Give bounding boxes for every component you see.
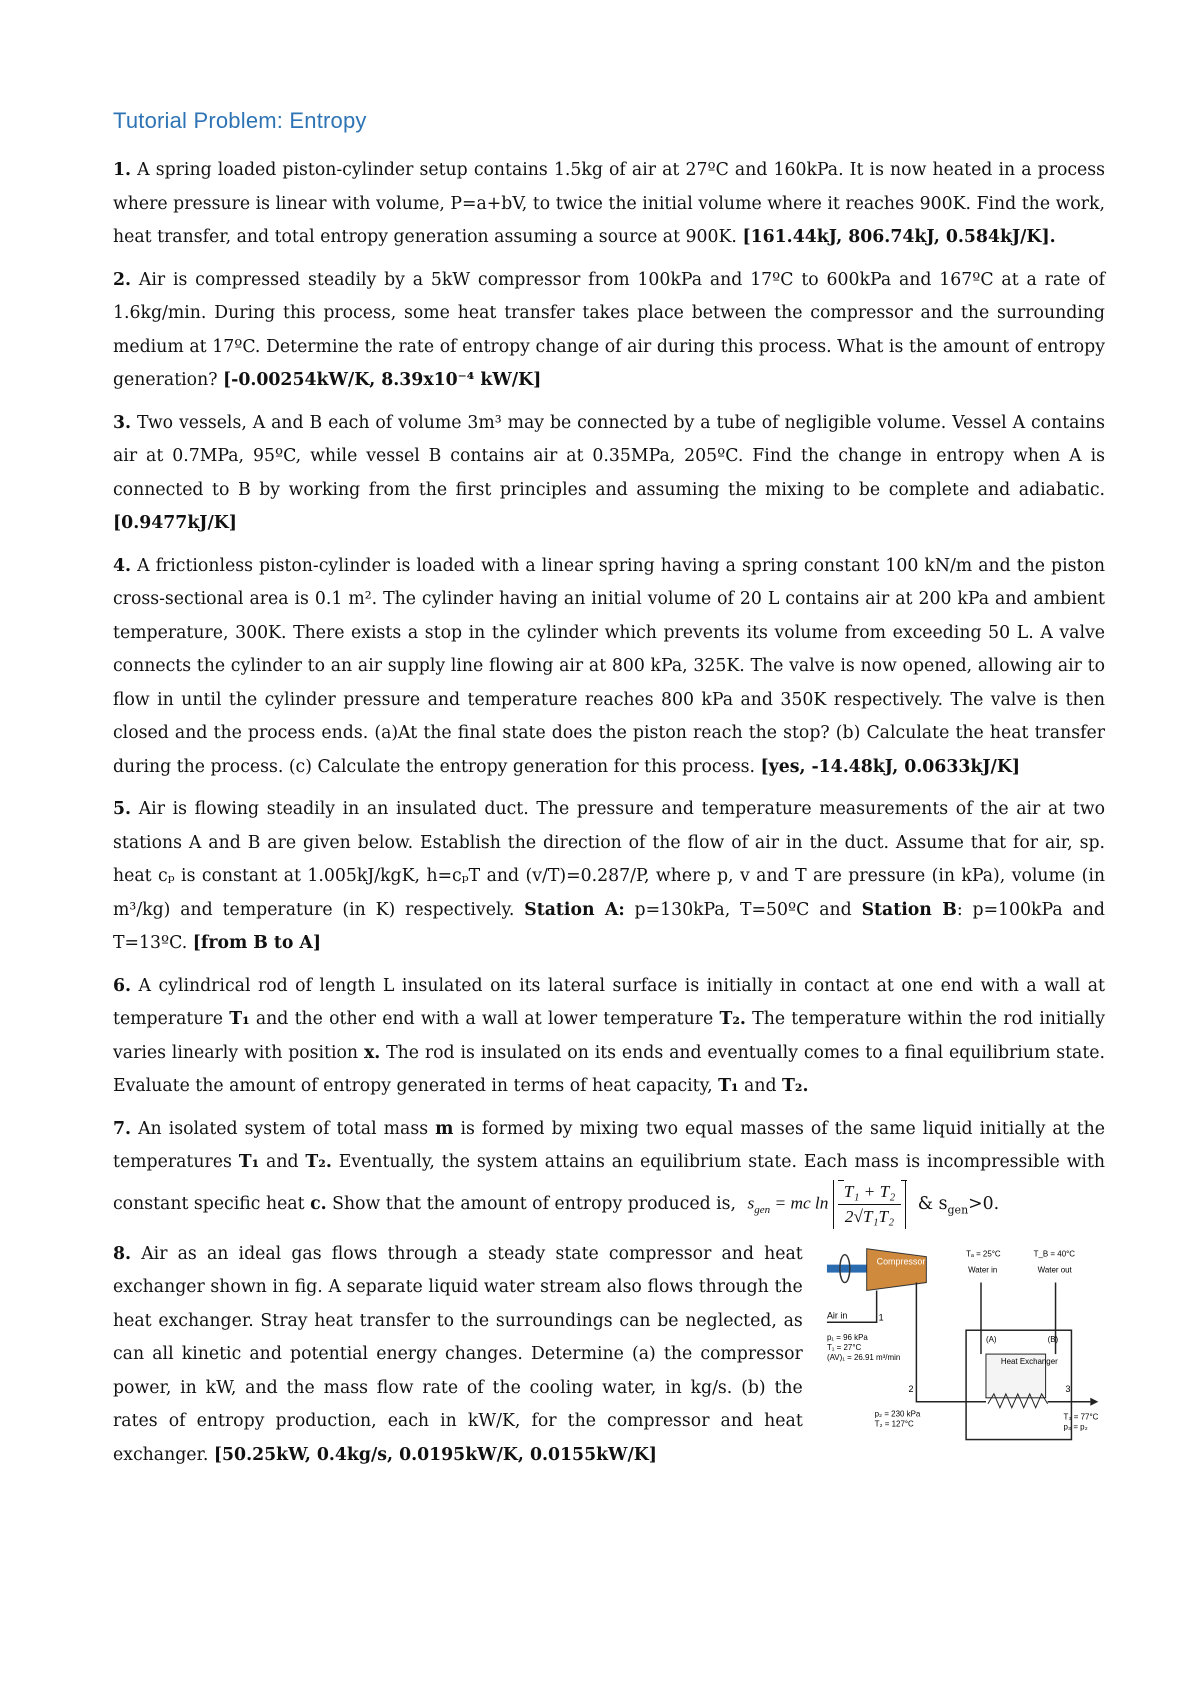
problem-answer: [161.44kJ, 806.74kJ, 0.584kJ/K].	[742, 227, 1056, 247]
problem-text: and the other end with a wall at lower temperature	[255, 1009, 714, 1029]
entropy-equation	[748, 1180, 907, 1229]
problem-number: 8.	[113, 1243, 132, 1264]
state-3-label: 3	[1065, 1383, 1071, 1394]
eq-bracket	[833, 1180, 907, 1229]
symbol-m: m	[435, 1118, 454, 1139]
eq-sub: gen	[754, 1203, 771, 1216]
problem-number: 5.	[113, 799, 132, 819]
p2-label: p₂ = 230 kPa	[874, 1409, 921, 1419]
problem-7	[113, 1113, 1105, 1229]
water-in-label: Water in	[967, 1265, 998, 1275]
p1-label: p₁ = 96 kPa	[826, 1332, 868, 1342]
problem-6	[113, 970, 1105, 1104]
eq-denominator: 2√T₁T₂	[844, 1206, 895, 1226]
problem-number: 4.	[113, 555, 132, 576]
symbol-t2: T₂.	[305, 1152, 332, 1172]
hx-label: Heat Exchanger	[1000, 1356, 1058, 1366]
problem-text: A cylindrical rod of length L insulated on its lateral surface is initially in contact at one end with a wall at temperature	[113, 975, 1105, 1029]
eq-rhs: = mc ln	[774, 1192, 829, 1212]
problem-text: A spring loaded piston-cylinder setup contains 1.5kg of air at 27ºC and 160kPa. It is now heated in a process where pressure is linear with volume, P=a+bV, to twice the initial volume where it reaches 900K. Find the work, heat transfer, and total entropy generation assuming a source at 900K.	[113, 160, 1105, 247]
t2-label: T₂ = 127°C	[874, 1419, 914, 1429]
p3-label: p₃ = p₂	[1063, 1422, 1088, 1432]
problem-2	[113, 264, 1105, 398]
symbol-c: c.	[310, 1193, 327, 1214]
problem-text: and	[744, 1076, 777, 1096]
problem-text: The rod is insulated on its ends and eventually comes to a final equilibrium state. Evaluate the amount of entropy generated in terms of heat capacity,	[113, 1042, 1105, 1096]
eq-fraction	[838, 1180, 902, 1229]
problem-text: : p=100kPa and T=13ºC.	[113, 899, 1105, 953]
exit-arrow-icon	[1090, 1397, 1098, 1405]
problem-answer: [50.25kW, 0.4kg/s, 0.0195kW/K, 0.0155kW/K]	[213, 1444, 657, 1465]
tb-label: T_B = 40°C	[1033, 1249, 1075, 1259]
page-title: Tutorial Problem: Entropy	[113, 108, 367, 133]
eq-tail: & s	[917, 1193, 948, 1214]
problem-text: The temperature within the rod initially varies linearly with position	[113, 1009, 1105, 1063]
compressor-body	[866, 1248, 926, 1290]
problem-number: 2.	[113, 269, 132, 290]
av1-label: (AV)₁ = 26.91 m³/min	[826, 1352, 901, 1362]
problem-answer: [-0.00254kW/K, 8.39x10⁻⁴ kW/K]	[222, 370, 542, 390]
problem-text: p=130kPa, T=50ºC and	[634, 899, 852, 920]
state-1-label: 1	[878, 1311, 884, 1322]
t3-label: T₃ = 77°C	[1063, 1412, 1099, 1422]
eq-numerator: T₁ + T₂	[838, 1180, 902, 1205]
problem-1	[113, 154, 1105, 255]
outlet-pipe	[916, 1282, 986, 1401]
state-2-label: 2	[908, 1383, 914, 1394]
a-label: (A)	[985, 1334, 997, 1344]
problem-text: Show that the amount of entropy produced is,	[332, 1193, 737, 1214]
eq-s: s	[747, 1192, 755, 1212]
problem-text: An isolated system of total mass	[138, 1118, 429, 1139]
problem-number: 6.	[113, 975, 132, 996]
problem-3	[113, 407, 1105, 541]
problem-text: Air is compressed steadily by a 5kW compressor from 100kPa and 17ºC to 600kPa and 167ºC at a rate of 1.6kg/min. During this process, some heat transfer takes place between the compressor and the surrounding medium at 17ºC. Determine the rate of entropy change of air during this process. What is the amount of entropy generation?	[113, 269, 1105, 390]
symbol-t1: T₁	[229, 1009, 250, 1029]
station-b-label: Station B	[861, 899, 957, 920]
problem-text: and	[266, 1152, 299, 1172]
air-in-label: Air in	[826, 1309, 848, 1320]
symbol-t2: T₂.	[782, 1076, 809, 1096]
problem-8	[113, 1238, 1105, 1492]
problem-answer: [from B to A]	[192, 933, 322, 953]
symbol-t2: T₂.	[719, 1009, 746, 1029]
water-out-label: Water out	[1037, 1265, 1072, 1275]
document-page	[113, 108, 1105, 1492]
problem-number: 1.	[113, 160, 132, 180]
eq-tail: >0.	[968, 1193, 1000, 1214]
shaft	[827, 1264, 867, 1272]
problem-8-text	[113, 1238, 803, 1473]
symbol-t1: T₁	[238, 1152, 260, 1172]
eq-sub: gen	[947, 1202, 969, 1216]
problem-text: Eventually, the system attains an equilibrium state. Each mass is incompressible with constant specific heat	[113, 1152, 1106, 1214]
problem-text: Air is flowing steadily in an insulated duct. The pressure and temperature measurements of the air at two stations A and B are given below. Establish the direction of the flow of air in the duct. Assume that for air, sp. heat cₚ is constant at 1.005kJ/kgK, h=cₚT and (v/T)=0.287/P, where p, v and T are pressure (in kPa), volume (in m³/kg) and temperature (in K) respectively.	[113, 799, 1105, 920]
problem-number: 7.	[113, 1118, 132, 1139]
compressor-heat-exchanger-figure	[817, 1242, 1105, 1492]
station-a-label: Station A:	[524, 899, 625, 920]
problem-number: 3.	[113, 412, 132, 433]
t1-label: T₁ = 27°C	[826, 1342, 862, 1352]
ta-label: Tₐ = 25°C	[965, 1249, 1001, 1259]
problem-text: Air as an ideal gas flows through a steady state compressor and heat exchanger shown in fig. A separate liquid water stream also flows through the heat exchanger. Stray heat transfer to the surroundings can be neglected, as can all kinetic and potential energy changes. Determine (a) the compressor power, in kW, and the mass flow rate of the cooling water, in kg/s. (b) the rates of entropy production, each in kW/K, for the compressor and heat exchanger.	[113, 1243, 803, 1465]
b-label: (B)	[1047, 1334, 1058, 1344]
problem-text: is formed by mixing two equal masses of the same liquid initially at the temperatures	[113, 1118, 1106, 1172]
problem-text: Two vessels, A and B each of volume 3m³ may be connected by a tube of negligible volume. Vessel A contains air at 0.7MPa, 95ºC, while vessel B contains air at 0.35MPa, 205ºC. Find the change in entropy when A is connected to B by working from the first principles and assuming the mixing to be complete and adiabatic.	[113, 412, 1105, 500]
symbol-t1: T₁	[718, 1076, 739, 1096]
problem-5	[113, 793, 1105, 961]
problem-4	[113, 550, 1105, 785]
symbol-x: x.	[363, 1042, 381, 1063]
problem-answer: [0.9477kJ/K]	[113, 513, 237, 533]
compressor-label: Compressor	[876, 1256, 926, 1267]
problem-text: A frictionless piston-cylinder is loaded with a linear spring having a spring constant 100 kN/m and the piston cross-sectional area is 0.1 m². The cylinder having an initial volume of 20 L contains air at 200 kPa and ambient temperature, 300K. There exists a stop in the cylinder which prevents its volume from exceeding 50 L. A valve connects the cylinder to an air supply line flowing air at 800 kPa, 325K. The valve is now opened, allowing air to flow in until the cylinder pressure and temperature reaches 800 kPa and 350K respectively. The valve is then closed and the process ends. (a)At the final state does the piston reach the stop? (b) Calculate the heat transfer during the process. (c) Calculate the entropy generation for this process.	[113, 555, 1105, 777]
problem-answer: [yes, -14.48kJ, 0.0633kJ/K]	[760, 756, 1021, 777]
